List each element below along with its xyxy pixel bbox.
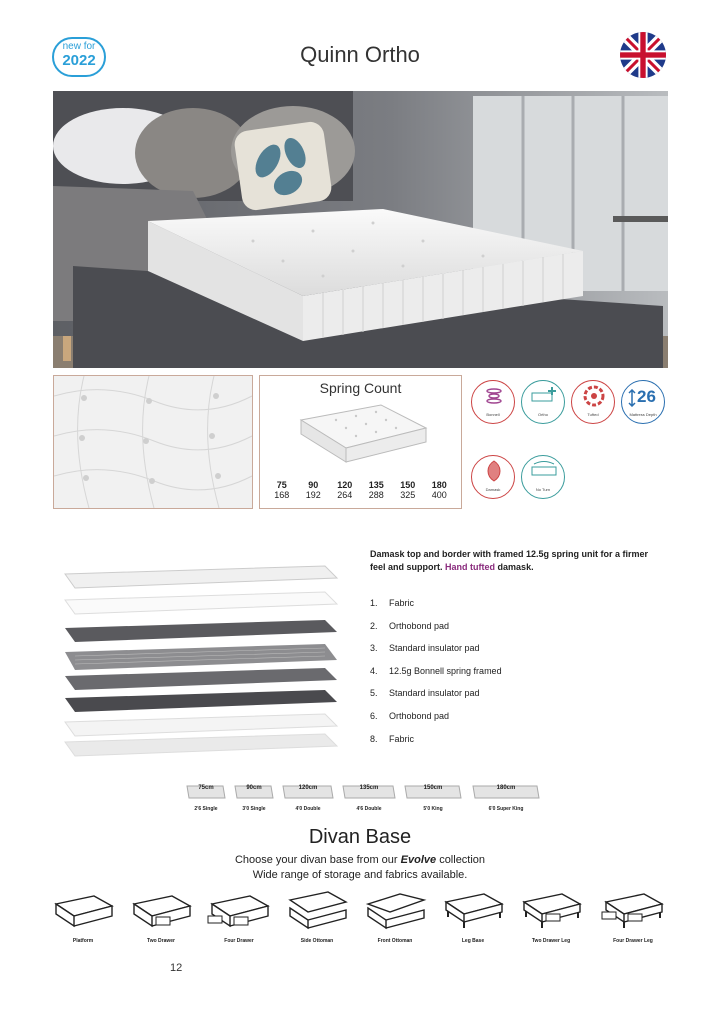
list-item	[370, 688, 630, 711]
divan-base-options	[48, 890, 672, 950]
size-caption: 6'0 Super King	[488, 806, 524, 812]
description-text: Damask top and border with framed 12.5g spring unit for a firmer feel and support.	[370, 549, 649, 572]
evolve-brand: Evolve	[400, 854, 437, 866]
description-highlight: Hand tufted	[445, 562, 496, 572]
layer-number: 4.	[370, 665, 378, 676]
base-caption: Platform	[72, 938, 94, 944]
divan-base-subtitle	[0, 853, 720, 883]
base-leg-base	[438, 890, 508, 944]
base-caption: Two Drawer	[147, 938, 175, 944]
size-width-label: 90cm	[246, 785, 262, 791]
layer-label: Orthobond pad	[389, 620, 450, 631]
base-caption: Front Ottoman	[377, 938, 413, 944]
base-caption: Side Ottoman	[300, 938, 334, 944]
size-135	[341, 784, 397, 812]
spring-count-values-row	[266, 490, 455, 500]
list-item	[370, 621, 630, 644]
divan-sub-pre: Choose your divan base from our	[234, 854, 398, 866]
layer-number: 8.	[370, 733, 378, 744]
size-width-label: 135cm	[359, 785, 379, 791]
layer-label: 12.5g Bonnell spring framed	[389, 665, 502, 676]
count-cell: 192	[305, 490, 321, 500]
size-cell: 135	[368, 480, 384, 490]
count-cell: 325	[400, 490, 416, 500]
layer-label: Standard insulator pad	[389, 688, 480, 699]
page-number: 12	[170, 962, 183, 974]
base-front-ottoman	[360, 890, 430, 944]
spring-count-title: Spring Count	[319, 380, 402, 396]
icon-caption: Damask	[485, 487, 501, 492]
uk-flag-icon	[620, 32, 666, 78]
count-cell: 168	[274, 490, 290, 500]
size-cell: 90	[308, 480, 319, 490]
layer-label: Fabric	[389, 598, 415, 608]
damask-icon	[471, 455, 515, 499]
count-cell: 400	[431, 490, 447, 500]
base-caption: Two Drawer Leg	[531, 938, 571, 944]
size-cell: 180	[431, 480, 447, 490]
size-180	[471, 784, 541, 812]
base-caption: Four Drawer	[224, 938, 254, 944]
layer-label: Orthobond pad	[389, 710, 450, 721]
size-width-label: 150cm	[423, 785, 443, 791]
icon-caption: Tufted	[587, 412, 599, 417]
base-four-drawer	[204, 890, 274, 944]
list-item	[370, 666, 630, 689]
base-caption: Leg Base	[461, 938, 485, 944]
spring-count-panel	[259, 375, 462, 509]
layer-number: 1.	[370, 598, 378, 608]
product-description	[370, 548, 660, 574]
base-caption: Four Drawer Leg	[613, 938, 653, 944]
no-turn-icon	[521, 455, 565, 499]
depth-value: 26	[637, 387, 656, 406]
icon-caption: Mattress Depth	[629, 412, 657, 417]
size-caption: 4'6 Double	[356, 806, 382, 812]
base-platform	[48, 890, 118, 944]
size-90	[233, 784, 275, 812]
mattress-layers-illustration	[55, 560, 345, 760]
size-cell: 150	[400, 480, 416, 490]
size-cell: 120	[337, 480, 353, 490]
mattress-depth-icon	[621, 380, 665, 424]
spring-count-table	[266, 480, 455, 500]
base-two-drawer	[126, 890, 196, 944]
count-cell: 288	[368, 490, 384, 500]
list-item	[370, 734, 630, 757]
count-cell: 264	[337, 490, 353, 500]
tufted-icon	[571, 380, 615, 424]
layer-number: 5.	[370, 688, 378, 699]
icon-caption: No Turn	[535, 487, 551, 492]
layer-label: Fabric	[389, 733, 415, 744]
base-four-drawer-leg	[598, 890, 668, 944]
mattress-hero-photo	[53, 91, 668, 368]
layer-label: Standard insulator pad	[389, 643, 480, 654]
base-side-ottoman	[282, 890, 352, 944]
size-150	[403, 784, 463, 812]
mattress-illustration	[296, 400, 431, 470]
layer-number: 6.	[370, 710, 378, 721]
layer-list	[370, 598, 630, 756]
divan-sub-post: collection	[439, 854, 486, 866]
page-title: Quinn Ortho	[300, 42, 420, 67]
divan-base-title: Divan Base	[308, 826, 412, 848]
tufting-closeup-photo	[53, 375, 253, 509]
icon-caption: Ortho	[537, 412, 548, 417]
list-item	[370, 643, 630, 666]
size-caption: 2'6 Single	[194, 806, 218, 812]
list-item	[370, 598, 630, 621]
size-caption: 5'0 King	[423, 806, 443, 812]
size-strip	[185, 784, 545, 820]
size-width-label: 75cm	[198, 785, 214, 791]
size-caption: 4'0 Double	[295, 806, 321, 812]
size-width-label: 120cm	[298, 785, 318, 791]
icon-caption: Bonnell	[486, 412, 500, 417]
ortho-icon	[521, 380, 565, 424]
bonnell-spring-icon	[471, 380, 515, 424]
layer-number: 3.	[370, 643, 378, 654]
size-caption: 3'0 Single	[242, 806, 266, 812]
size-cell: 75	[276, 480, 287, 490]
size-width-label: 180cm	[496, 785, 516, 791]
divan-sub-line1	[0, 853, 720, 868]
base-two-drawer-leg	[516, 890, 586, 944]
size-75	[185, 784, 227, 812]
list-item	[370, 711, 630, 734]
size-120	[281, 784, 335, 812]
layer-number: 2.	[370, 620, 378, 631]
badge-line1: new for	[62, 41, 96, 52]
divan-sub-line2: Wide range of storage and fabrics available.	[252, 869, 468, 881]
badge-year: 2022	[62, 52, 96, 69]
description-text-end: damask.	[497, 562, 534, 572]
spring-count-sizes-row	[266, 480, 455, 490]
